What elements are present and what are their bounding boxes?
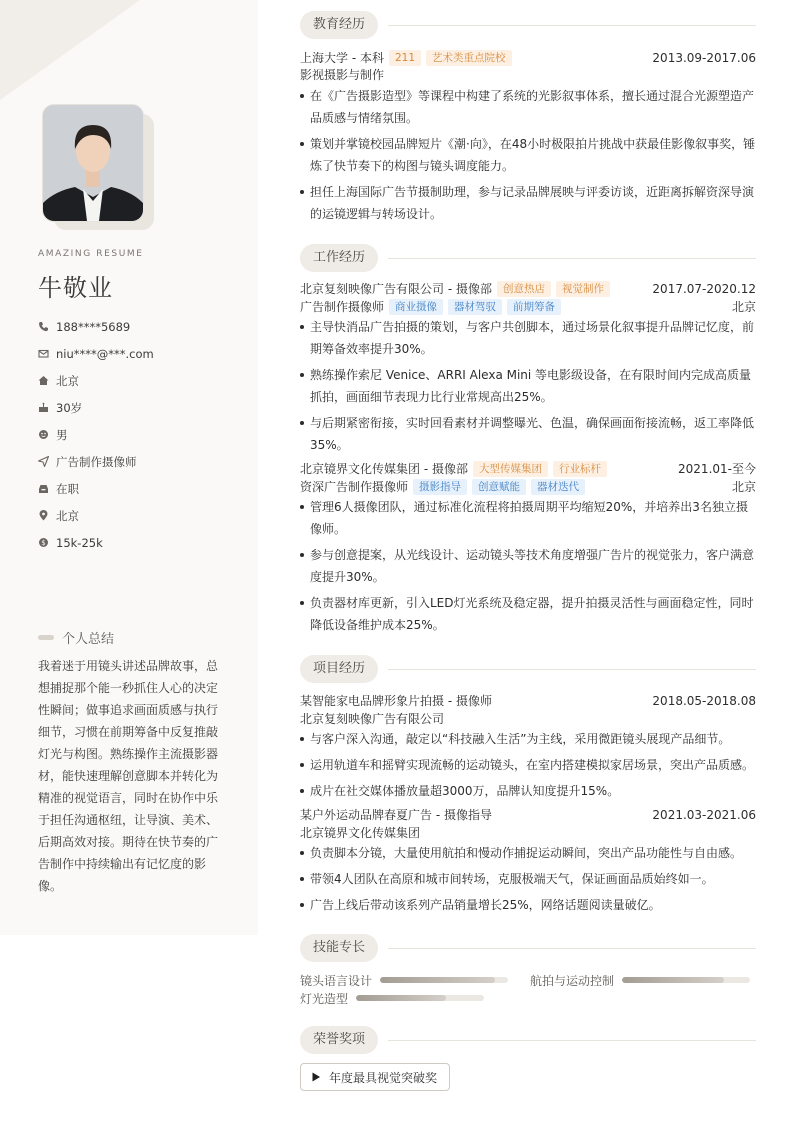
section-divider: [388, 948, 756, 949]
job-date: 2017.07-2020.12: [652, 282, 756, 296]
project-org: 北京复刻映像广告有限公司: [300, 712, 445, 726]
job-role: 广告制作摄像师: [300, 300, 385, 314]
job-bullets: [300, 496, 756, 640]
info-salary: [38, 529, 154, 556]
info-text: 15k-25k: [56, 535, 103, 550]
summary-title: 个人总结: [62, 632, 115, 647]
skill-bar: [380, 977, 508, 983]
skill-bar-fill: [622, 977, 724, 983]
info-status: [38, 475, 154, 502]
list-item: 带领4人团队在高原和城市间转场，克服极端天气，保证画面品质始终如一。: [300, 870, 756, 888]
list-item: 参与创意提案，从光线设计、运动镜头等技术角度增强广告片的视觉张力，客户满意度提升30%。: [300, 544, 756, 588]
company-tag: 创意热店: [497, 281, 551, 297]
role-tag: 商业摄像: [389, 299, 443, 315]
play-icon: [311, 1072, 321, 1082]
company-tag: 大型传媒集团: [473, 461, 548, 477]
section-divider: [388, 258, 756, 259]
section-title: 荣誉奖项: [300, 1026, 378, 1054]
project-row: [300, 806, 756, 824]
job-role-row: [300, 478, 756, 496]
info-phone: [38, 313, 154, 340]
education-section-header: [300, 10, 756, 40]
project-bullets: [300, 844, 756, 922]
list-item: 熟练操作索尼 Venice、ARRI Alexa Mini 等电影级设备，在有限时间内完成高质量抓拍，画面细节表现力比行业常规高出25%。: [300, 364, 756, 408]
list-item: 运用轨道车和摇臂实现流畅的运动镜头，在室内搭建模拟家居场景，突出产品质感。: [300, 756, 756, 774]
job-role: 资深广告制作摄像师: [300, 480, 409, 494]
info-text: 在职: [56, 481, 79, 496]
info-text: 188****5689: [56, 319, 131, 334]
skill-item: [300, 971, 508, 989]
award-name: 年度最具视觉突破奖: [329, 1070, 438, 1085]
education-bullets: [300, 85, 756, 229]
section-divider: [388, 669, 756, 670]
info-text: niu****@***.com: [56, 346, 154, 361]
inbox-icon: [38, 483, 49, 494]
skill-bar-fill: [380, 977, 495, 983]
summary-heading: [38, 628, 114, 647]
role-tag: 器材迭代: [531, 479, 585, 495]
job-city: 北京: [731, 300, 756, 314]
education-row: [300, 49, 756, 67]
info-email: [38, 340, 154, 367]
company-tag: 视觉制作: [556, 281, 610, 297]
skill-bar: [356, 995, 484, 1001]
role-tag: 创意赋能: [472, 479, 526, 495]
project-bullets: [300, 730, 756, 808]
school-name: 上海大学 - 本科: [300, 51, 384, 65]
award-badge: [300, 1063, 450, 1091]
project-date: 2021.03-2021.06: [652, 808, 756, 822]
work-section-header: [300, 243, 756, 273]
list-item: 管理6人摄像团队，通过标准化流程将拍摄周期平均缩短20%，并培养出3名独立摄像师。: [300, 496, 756, 540]
info-age: [38, 394, 154, 421]
section-divider: [388, 1040, 756, 1041]
education-major-row: [300, 66, 756, 84]
skill-name: 灯光造型: [300, 991, 349, 1006]
info-text: 广告制作摄像师: [56, 454, 137, 469]
salary-icon: [38, 537, 49, 548]
candidate-name: 牛敬业: [38, 274, 113, 302]
company-name: 北京镜界文化传媒集团 - 摄像部: [300, 462, 468, 476]
list-item: 与客户深入沟通，敲定以“科技融入生活”为主线，采用微距镜头展现产品细节。: [300, 730, 756, 748]
job-city: 北京: [731, 480, 756, 494]
skill-bar-fill: [356, 995, 446, 1001]
project-org: 北京镜界文化传媒集团: [300, 826, 421, 840]
section-title: 项目经历: [300, 655, 378, 683]
role-tag: 前期筹备: [507, 299, 561, 315]
company-name: 北京复刻映像广告有限公司 - 摄像部: [300, 282, 492, 296]
info-text: 北京: [56, 508, 79, 523]
project-name: 某户外运动品牌春夏广告 - 摄像指导: [300, 808, 492, 822]
list-item: 负责器材库更新，引入LED灯光系统及稳定器，提升拍摄灵活性与画面稳定性，同时降低设备维护成本25%。: [300, 592, 756, 636]
mail-icon: [38, 348, 49, 359]
job-role-row: [300, 298, 756, 316]
role-tag: 摄影指导: [413, 479, 467, 495]
send-icon: [38, 456, 49, 467]
job-bullets: [300, 316, 756, 460]
awards-section-header: [300, 1025, 756, 1055]
list-item: 与后期紧密衔接，实时回看素材并调整曝光、色温，确保画面衔接流畅，返工率降低35%。: [300, 412, 756, 456]
project-name: 某智能家电品牌形象片拍摄 - 摄像师: [300, 694, 492, 708]
skill-name: 镜头语言设计: [300, 973, 373, 988]
education-date: 2013.09-2017.06: [652, 51, 756, 65]
education-tag: 211: [389, 50, 421, 66]
summary-marker: [38, 635, 54, 640]
job-company-row: [300, 460, 756, 478]
job-company-row: [300, 280, 756, 298]
section-title: 教育经历: [300, 11, 378, 39]
info-text: 30岁: [56, 400, 83, 415]
major: 影视摄影与制作: [300, 68, 385, 82]
section-title: 技能专长: [300, 934, 378, 962]
list-item: 主导快消品广告拍摄的策划，与客户共创脚本，通过场景化叙事提升品牌记忆度，前期筹备效率提升30%。: [300, 316, 756, 360]
skills-section-header: [300, 933, 756, 963]
location-pin-icon: [38, 510, 49, 521]
list-item: 在《广告摄影造型》等课程中构建了系统的光影叙事体系，擅长通过混合光源塑造产品质感与情绪氛围。: [300, 85, 756, 129]
phone-icon: [38, 321, 49, 332]
summary-text: 我着迷于用镜头讲述品牌故事，总想捕捉那个能一秒抓住人心的决定性瞬间；做事追求画面质感与执行细节，习惯在前期筹备中反复推敲灯光与构图。熟练操作主流摄影器材，能快速理解创意脚本并转化为精准的视觉语言，同时在协作中乐于担任沟通枢纽，让导演、美术、后期高效对接。期待在快节奏的广告制作中持续输出有记忆度的影像。: [38, 659, 219, 893]
info-gender: [38, 421, 154, 448]
list-item: 负责脚本分镜，大量使用航拍和慢动作捕捉运动瞬间，突出产品功能性与自由感。: [300, 844, 756, 862]
avatar: [42, 104, 142, 220]
list-item: 策划并掌镜校园品牌短片《潮·向》，在48小时极限拍片挑战中获最佳影像叙事奖，锤炼了快节奏下的构图与镜头调度能力。: [300, 133, 756, 177]
skill-item: [530, 971, 750, 989]
projects-section-header: [300, 654, 756, 684]
list-item: 广告上线后带动该系列产品销量增长25%，网络话题阅读量破亿。: [300, 896, 756, 914]
skill-bar: [622, 977, 750, 983]
info-location: [38, 502, 154, 529]
project-date: 2018.05-2018.08: [652, 694, 756, 708]
info-position: [38, 448, 154, 475]
project-org-row: [300, 824, 756, 842]
info-text: 北京: [56, 373, 79, 388]
svg-text:$: $: [41, 539, 46, 547]
skill-item: [300, 989, 484, 1007]
brand-label: AMAZING RESUME: [38, 249, 144, 259]
gender-icon: [38, 429, 49, 440]
section-divider: [388, 25, 756, 26]
contact-info-list: [38, 313, 154, 556]
info-text: 男: [56, 427, 68, 442]
info-home: [38, 367, 154, 394]
project-org-row: [300, 710, 756, 728]
education-tag: 艺术类重点院校: [426, 50, 512, 66]
job-date: 2021.01-至今: [678, 462, 756, 476]
cake-icon: [38, 402, 49, 413]
sidebar: [0, 0, 258, 935]
home-icon: [38, 375, 49, 386]
skill-name: 航拍与运动控制: [530, 973, 615, 988]
profile-photo: [42, 104, 144, 222]
sidebar-decoration: [0, 0, 258, 120]
role-tag: 器材驾驭: [448, 299, 502, 315]
list-item: 担任上海国际广告节摄制助理，参与记录品牌展映与评委访谈，近距离拆解资深导演的运镜逻辑与转场设计。: [300, 181, 756, 225]
section-title: 工作经历: [300, 244, 378, 272]
list-item: 成片在社交媒体播放量超3000万，品牌认知度提升15%。: [300, 782, 756, 800]
company-tag: 行业标杆: [553, 461, 607, 477]
project-row: [300, 692, 756, 710]
